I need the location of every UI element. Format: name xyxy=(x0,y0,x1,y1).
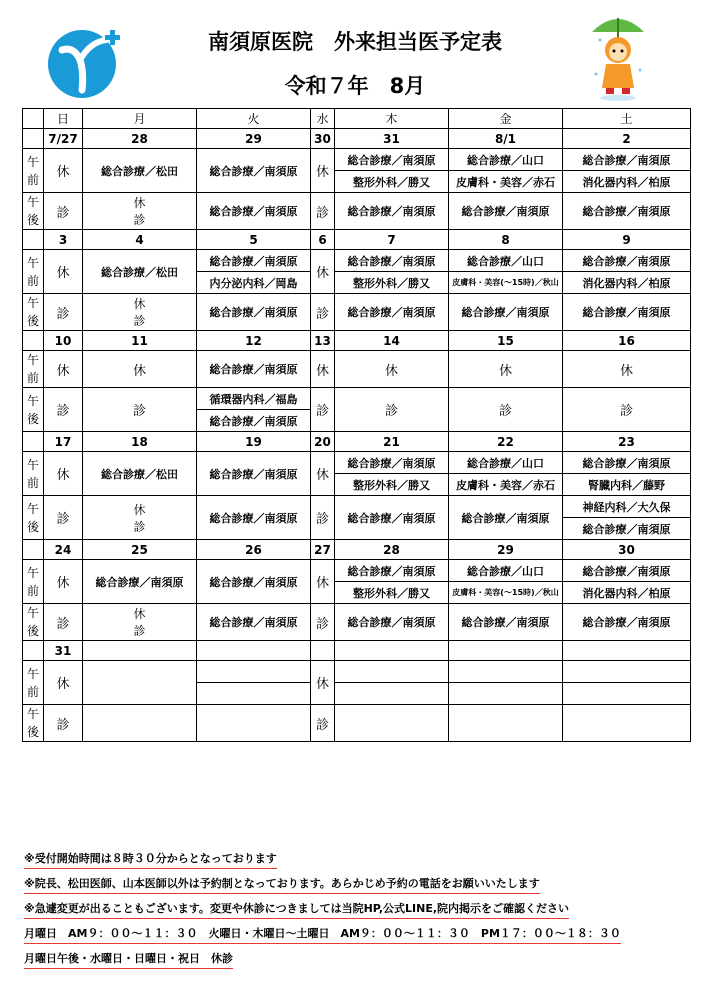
weekday-sun: 日 xyxy=(44,109,83,129)
week5-date-row xyxy=(23,540,691,560)
date-cell: 20 xyxy=(311,432,335,452)
week3-date-row xyxy=(23,331,691,351)
weekday-tue: 火 xyxy=(197,109,311,129)
closed-cell: 休 診 xyxy=(83,604,197,641)
closed-cell: 休 xyxy=(311,351,335,388)
date-cell: 29 xyxy=(197,129,311,149)
date-cell: 3 xyxy=(44,230,83,250)
date-cell: 24 xyxy=(44,540,83,560)
week2-date-row xyxy=(23,230,691,250)
date-cell: 13 xyxy=(311,331,335,351)
closed-cell: 休 xyxy=(44,250,83,294)
schedule-cell: 総合診療／松田 xyxy=(83,149,197,193)
date-cell: 4 xyxy=(83,230,197,250)
note-closed-days: 月曜日午後・水曜日・日曜日・祝日 休診 xyxy=(24,950,233,969)
pm-label: 午 後 xyxy=(23,388,44,432)
note-hours: 月曜日 AM９：００～１１：３０ 火曜日・木曜日～土曜日 AM９：００～１１：３０ PM１７：００～１８：３０ xyxy=(24,925,621,944)
schedule-cell: 循環器内科／福島 xyxy=(197,388,311,410)
note-changes: ※急遽変更が出ることもございます。変更や休診につきましては当院HP,公式LINE,院内掲示をご確認ください xyxy=(24,900,569,919)
clinic-title: 南須原医院 外来担当医予定表 xyxy=(208,30,502,54)
closed-cell: 診 xyxy=(335,388,449,432)
closed-cell: 休 xyxy=(44,149,83,193)
schedule-cell: 消化器内科／柏原 xyxy=(563,272,691,294)
schedule-cell: 総合診療／南須原 xyxy=(449,496,563,540)
schedule-cell: 整形外科／勝又 xyxy=(335,474,449,496)
closed-cell: 診 xyxy=(311,496,335,540)
note-reservation: ※院長、松田医師、山本医師以外は予約制となっております。あらかじめ予約の電話をお願いいたします xyxy=(24,875,540,894)
month-title: 令和７年 8月 xyxy=(284,74,426,98)
schedule-cell: 整形外科／勝又 xyxy=(335,272,449,294)
closed-cell: 診 xyxy=(44,604,83,641)
closed-cell: 診 xyxy=(449,388,563,432)
schedule-cell: 皮膚科・美容(～15時)／秋山 xyxy=(449,272,563,294)
week1-am-row1 xyxy=(23,149,691,171)
weekday-header-row xyxy=(23,109,691,129)
closed-cell: 診 xyxy=(563,388,691,432)
date-cell: 28 xyxy=(83,129,197,149)
date-cell: 27 xyxy=(311,540,335,560)
date-cell: 31 xyxy=(335,129,449,149)
schedule-cell: 総合診療／南須原 xyxy=(197,294,311,331)
weekday-fri: 金 xyxy=(449,109,563,129)
closed-cell: 休 診 xyxy=(83,496,197,540)
closed-cell: 診 xyxy=(311,193,335,230)
pm-label: 午 後 xyxy=(23,294,44,331)
closed-cell: 診 xyxy=(311,294,335,331)
closed-cell: 休 xyxy=(335,351,449,388)
schedule-cell: 総合診療／南須原 xyxy=(197,604,311,641)
schedule-cell: 総合診療／南須原 xyxy=(563,604,691,641)
schedule-cell: 総合診療／南須原 xyxy=(335,560,449,582)
schedule-cell: 消化器内科／柏原 xyxy=(563,171,691,193)
schedule-table xyxy=(22,108,691,742)
schedule-cell: 消化器内科／柏原 xyxy=(563,582,691,604)
closed-cell: 休 xyxy=(311,661,335,705)
schedule-cell: 神経内科／大久保 xyxy=(563,496,691,518)
closed-cell: 休 xyxy=(44,661,83,705)
schedule-cell: 総合診療／山口 xyxy=(449,560,563,582)
schedule-cell: 内分泌内科／岡島 xyxy=(197,272,311,294)
schedule-cell: 総合診療／南須原 xyxy=(197,193,311,230)
schedule-cell: 総合診療／松田 xyxy=(83,452,197,496)
schedule-cell: 総合診療／南須原 xyxy=(197,149,311,193)
weekday-mon: 月 xyxy=(83,109,197,129)
schedule-cell: 皮膚科・美容／赤石 xyxy=(449,171,563,193)
date-cell: 16 xyxy=(563,331,691,351)
date-cell: 17 xyxy=(44,432,83,452)
schedule-cell: 総合診療／南須原 xyxy=(197,452,311,496)
closed-cell: 診 xyxy=(311,604,335,641)
schedule-cell: 皮膚科・美容(～15時)／秋山 xyxy=(449,582,563,604)
date-cell: 25 xyxy=(83,540,197,560)
schedule-cell: 総合診療／南須原 xyxy=(449,193,563,230)
weekday-thu: 木 xyxy=(335,109,449,129)
closed-cell: 診 xyxy=(44,705,83,742)
date-cell: 18 xyxy=(83,432,197,452)
date-cell: 15 xyxy=(449,331,563,351)
weekday-wed: 水 xyxy=(311,109,335,129)
weekday-sat: 土 xyxy=(563,109,691,129)
schedule-cell: 整形外科／勝又 xyxy=(335,171,449,193)
closed-cell: 診 xyxy=(44,193,83,230)
closed-cell: 診 xyxy=(44,388,83,432)
schedule-cell: 総合診療／南須原 xyxy=(563,193,691,230)
schedule-cell: 総合診療／南須原 xyxy=(335,452,449,474)
closed-cell: 休 診 xyxy=(83,193,197,230)
date-cell: 22 xyxy=(449,432,563,452)
schedule-cell: 総合診療／南須原 xyxy=(335,294,449,331)
schedule-cell: 総合診療／南須原 xyxy=(197,560,311,604)
schedule-cell: 総合診療／南須原 xyxy=(335,250,449,272)
closed-cell: 診 xyxy=(311,705,335,742)
schedule-cell: 総合診療／南須原 xyxy=(83,560,197,604)
week4-pm-row1 xyxy=(23,496,691,518)
schedule-cell: 総合診療／南須原 xyxy=(335,149,449,171)
date-cell: 2 xyxy=(563,129,691,149)
closed-cell: 休 診 xyxy=(83,294,197,331)
date-cell: 19 xyxy=(197,432,311,452)
schedule-cell: 総合診療／南須原 xyxy=(335,193,449,230)
schedule-cell: 総合診療／南須原 xyxy=(197,351,311,388)
schedule-cell: 総合診療／南須原 xyxy=(563,560,691,582)
week5-am-row1 xyxy=(23,560,691,582)
schedule-cell: 総合診療／南須原 xyxy=(197,496,311,540)
schedule-cell: 総合診療／南須原 xyxy=(563,452,691,474)
closed-cell: 診 xyxy=(83,388,197,432)
schedule-cell: 総合診療／南須原 xyxy=(563,518,691,540)
date-cell: 21 xyxy=(335,432,449,452)
schedule-cell: 総合診療／松田 xyxy=(83,250,197,294)
date-cell: 26 xyxy=(197,540,311,560)
closed-cell: 休 xyxy=(311,149,335,193)
date-cell: 30 xyxy=(311,129,335,149)
date-cell: 5 xyxy=(197,230,311,250)
date-cell: 6 xyxy=(311,230,335,250)
schedule-cell: 総合診療／山口 xyxy=(449,250,563,272)
date-cell: 9 xyxy=(563,230,691,250)
am-label: 午 前 xyxy=(23,452,44,496)
closed-cell: 診 xyxy=(311,388,335,432)
closed-cell: 休 xyxy=(311,560,335,604)
week1-date-row xyxy=(23,129,691,149)
date-cell: 30 xyxy=(563,540,691,560)
week2-am-row1 xyxy=(23,250,691,272)
week3-pm-row1 xyxy=(23,388,691,410)
date-cell: 8 xyxy=(449,230,563,250)
schedule-cell: 総合診療／南須原 xyxy=(449,604,563,641)
schedule-cell: 腎臓内科／藤野 xyxy=(563,474,691,496)
closed-cell: 診 xyxy=(44,496,83,540)
date-cell: 12 xyxy=(197,331,311,351)
pm-label: 午 後 xyxy=(23,496,44,540)
pm-label: 午 後 xyxy=(23,193,44,230)
corner-cell xyxy=(23,109,44,129)
date-cell: 7 xyxy=(335,230,449,250)
pm-label: 午 後 xyxy=(23,705,44,742)
am-label: 午 前 xyxy=(23,149,44,193)
date-cell: 23 xyxy=(563,432,691,452)
date-cell: 31 xyxy=(44,641,83,661)
date-cell: 14 xyxy=(335,331,449,351)
am-label: 午 前 xyxy=(23,250,44,294)
schedule-cell: 総合診療／南須原 xyxy=(563,149,691,171)
mascot-umbrella-icon xyxy=(588,10,650,102)
date-cell: 11 xyxy=(83,331,197,351)
schedule-cell: 総合診療／南須原 xyxy=(449,294,563,331)
am-label: 午 前 xyxy=(23,661,44,705)
schedule-cell: 総合診療／南須原 xyxy=(563,294,691,331)
closed-cell: 休 xyxy=(44,560,83,604)
schedule-cell: 総合診療／南須原 xyxy=(563,250,691,272)
closed-cell: 休 xyxy=(44,351,83,388)
date-cell: 7/27 xyxy=(44,129,83,149)
closed-cell: 診 xyxy=(44,294,83,331)
schedule-cell: 整形外科／勝又 xyxy=(335,582,449,604)
week6-am-row1 xyxy=(23,661,691,683)
closed-cell: 休 xyxy=(311,250,335,294)
closed-cell: 休 xyxy=(563,351,691,388)
schedule-cell: 皮膚科・美容／赤石 xyxy=(449,474,563,496)
pm-label: 午 後 xyxy=(23,604,44,641)
date-cell: 10 xyxy=(44,331,83,351)
schedule-cell: 総合診療／南須原 xyxy=(197,250,311,272)
week4-date-row xyxy=(23,432,691,452)
date-cell: 28 xyxy=(335,540,449,560)
closed-cell: 休 xyxy=(449,351,563,388)
date-cell: 8/1 xyxy=(449,129,563,149)
closed-cell: 休 xyxy=(311,452,335,496)
am-label: 午 前 xyxy=(23,351,44,388)
note-reception-time: ※受付開始時間は８時３０分からとなっております xyxy=(24,850,277,869)
schedule-cell: 総合診療／南須原 xyxy=(335,604,449,641)
schedule-cell: 総合診療／南須原 xyxy=(197,410,311,432)
date-cell: 29 xyxy=(449,540,563,560)
week4-am-row1 xyxy=(23,452,691,474)
schedule-cell: 総合診療／南須原 xyxy=(335,496,449,540)
schedule-cell: 総合診療／山口 xyxy=(449,452,563,474)
am-label: 午 前 xyxy=(23,560,44,604)
clinic-logo-icon xyxy=(44,20,126,102)
closed-cell: 休 xyxy=(83,351,197,388)
schedule-cell: 総合診療／山口 xyxy=(449,149,563,171)
closed-cell: 休 xyxy=(44,452,83,496)
week6-date-row xyxy=(23,641,691,661)
